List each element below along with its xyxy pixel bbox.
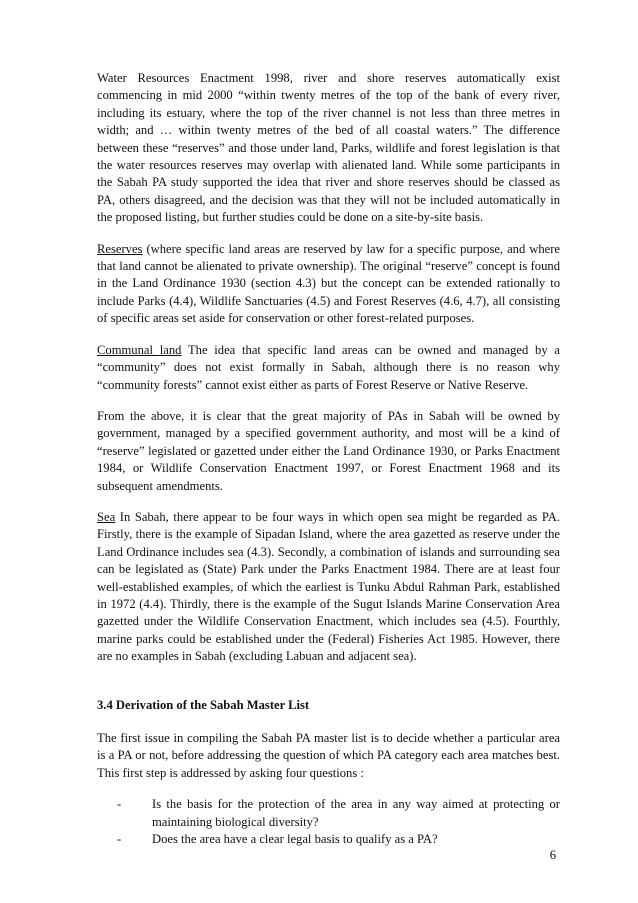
page-body bbox=[97, 70, 560, 848]
paragraph-communal-land bbox=[97, 342, 560, 394]
paragraph-sea-text: In Sabah, there appear to be four ways in which open sea might be regarded as PA. Firstly, there is the example of Sipadan Island, where the area gazetted as reserve under the Land Ordinance includes sea (4.3). Secondly, a combination of islands and surrounding sea can be legislated as (State) Park under the Parks Enactment 1984. There are at least four well-established examples, of which the earliest is Tunku Abdul Rahman Park, established in 1972 (4.4). Thirdly, there is the example of the Sugut Islands Marine Conservation Area gazetted under the Wildlife Conservation Enactment, which includes sea (4.5). Fourthly, marine parks could be established under the (Federal) Fisheries Act 1985. However, there are no examples in Sabah (excluding Labuan and adjacent sea). bbox=[97, 509, 560, 664]
paragraph-sea bbox=[97, 509, 560, 666]
term-communal-land: Communal land bbox=[97, 342, 182, 357]
list-bullet: - bbox=[117, 832, 122, 847]
section-heading: 3.4 Derivation of the Sabah Master List bbox=[97, 697, 310, 712]
page-number: 6 bbox=[549, 848, 556, 862]
question-list bbox=[97, 796, 560, 848]
list-item-text: Is the basis for the protection of the area in any way aimed at protecting or maintaining biological diversity? bbox=[152, 797, 560, 829]
list-bullet: - bbox=[117, 797, 122, 812]
paragraph-first-issue: The first issue in compiling the Sabah PA master list is to decide whether a particular area is a PA or not, before addressing the question of which PA category each area matches best. This first step is addressed by asking four questions : bbox=[97, 731, 560, 780]
paragraph-communal-land-text: The idea that specific land areas can be owned and managed by a “community” does not exist formally in Sabah, although there is no reason why “community forests” cannot exist either as parts of Forest Reserve or Native Reserve. bbox=[97, 342, 560, 392]
list-item-text: Does the area have a clear legal basis to qualify as a PA? bbox=[152, 832, 438, 847]
paragraph-ownership: From the above, it is clear that the great majority of PAs in Sabah will be owned by government, managed by a specified government authority, and most will be a kind of “reserve” legislated or gazetted under either the Land Ordinance 1930, or Parks Enactment 1984, or Wildlife Conservation Enactment 1997, or Forest Enactment 1968 and its subsequent amendments. bbox=[97, 408, 560, 493]
paragraph-reserves-text: (where specific land areas are reserved by law for a specific purpose, and where that land cannot be alienated to private ownership). The original “reserve” concept is found in the Land Ordinance 1930 (section 4.3) but the concept can be extended rationally to include Parks (4.4), Wildlife Sanctuaries (4.5) and Forest Reserves (4.6, 4.7), all consisting of specific areas set aside for conservation or other forest-related purposes. bbox=[97, 241, 560, 326]
list-item bbox=[97, 831, 560, 848]
list-item bbox=[97, 796, 560, 831]
paragraph-water-resources: Water Resources Enactment 1998, river and shore reserves automatically exist commencing in mid 2000 “within twenty metres of the top of the bank of every river, including its estuary, where the top of the river channel is not less than three metres in width; and … within twenty metres of the bed of all coastal waters.” The difference between these “reserves” and those under land, Parks, wildlife and forest legislation is that the water resources reserves may overlap with alienated land. While some participants in the Sabah PA study supported the idea that river and shore reserves should be classed as PA, others disagreed, and the decision was that they will not be included automatically in the proposed listing, but further studies could be done on a site-by-site basis. bbox=[97, 71, 560, 225]
paragraph-reserves bbox=[97, 241, 560, 328]
term-reserves: Reserves bbox=[97, 241, 143, 256]
term-sea: Sea bbox=[97, 509, 116, 524]
